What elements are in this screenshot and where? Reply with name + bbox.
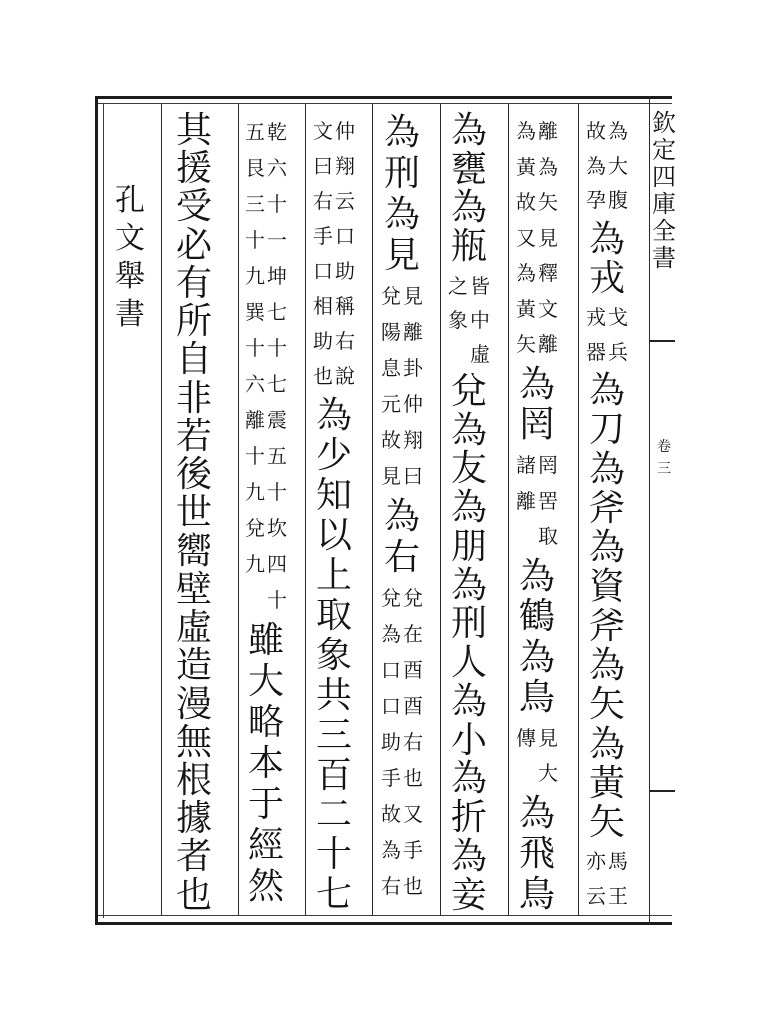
author-column <box>110 182 150 334</box>
main-text-segment: 為 戎 <box>588 218 625 299</box>
text-column-5 <box>312 112 356 915</box>
column-rule <box>161 104 162 915</box>
annotation-pair <box>515 721 559 792</box>
annotation-pair <box>585 300 629 369</box>
annotation-left: 五 艮 三 十 九 巽 十 六 離 十 九 兌 九 <box>245 120 265 576</box>
side-margin-title <box>651 110 677 272</box>
annotation-left: 傳 <box>516 725 536 750</box>
annotation-right: 皆 中 虛 <box>470 273 490 366</box>
annotation-pair <box>447 269 491 371</box>
main-text-segment: 為 刀 為 斧 為 資 斧 為 矢 為 黃 矢 <box>588 370 625 844</box>
fold-margin-line <box>649 96 650 925</box>
column-rule <box>372 104 373 915</box>
main-text-segment: 為 飛 鳥 <box>518 792 555 915</box>
annotation-left: 兌 為 口 口 助 手 故 為 右 <box>381 586 401 898</box>
main-text-segment: 為 刑 為 見 <box>383 112 420 276</box>
frame-bottom-border <box>95 922 672 925</box>
annotation-right: 兌 在 酉 酉 右 也 又 手 也 <box>403 586 423 898</box>
frame-left-border <box>95 96 98 925</box>
side-margin-juan <box>654 436 674 480</box>
fold-fishtail-mark-lower <box>649 790 675 792</box>
main-text-segment: 兌 為 友 為 朋 為 刑 人 為 小 為 折 為 妾 <box>450 370 487 916</box>
annotation-pair <box>585 114 629 218</box>
main-text-segment: 為 鶴 為 鳥 <box>518 555 555 719</box>
side-juan-char: 三 <box>657 461 671 477</box>
annotation-pair <box>244 114 288 618</box>
main-text-segment: 為 甕 為 瓶 <box>450 110 487 268</box>
annotation-left: 戎 器 <box>586 305 606 364</box>
side-title-char: 全 <box>652 217 676 245</box>
text-column-2 <box>515 112 559 915</box>
side-title-char: 四 <box>652 163 676 191</box>
annotation-right: 乾 六 十 一 坤 七 十 七 震 五 十 坎 四 十 <box>267 120 287 612</box>
fold-fishtail-mark <box>649 340 675 342</box>
main-text-segment: 為 少 知 以 上 取 象 共 三 百 二 十 七 <box>315 395 352 916</box>
text-column-3 <box>447 112 491 915</box>
annotation-pair <box>380 278 424 494</box>
annotation-pair <box>312 114 356 394</box>
frame-top-border <box>95 96 672 99</box>
author-char: 舉 <box>115 259 145 294</box>
column-rule <box>440 104 441 915</box>
side-title-char: 定 <box>652 136 676 164</box>
annotation-left: 諸 離 <box>516 452 536 513</box>
main-text-segment: 為 右 <box>383 496 420 578</box>
annotation-pair <box>515 448 559 555</box>
main-text-segment: 雖 大 略 本 于 經 然 <box>247 620 284 907</box>
main-text-segment: 其 援 受 必 有 所 自 非 若 後 世 嚮 壁 虛 造 漫 無 根 據 者 也 <box>175 110 212 916</box>
author-char: 孔 <box>115 183 145 218</box>
author-char: 文 <box>115 221 145 256</box>
column-rule <box>578 104 579 915</box>
text-column-4 <box>380 112 424 906</box>
side-title-char: 書 <box>652 244 676 272</box>
annotation-left: 文 曰 右 手 口 相 助 也 <box>313 119 333 389</box>
annotation-right: 戈 兵 <box>608 305 628 364</box>
frame-left-inner-border <box>103 103 104 918</box>
annotation-right: 離 為 矢 見 釋 文 離 <box>538 119 558 357</box>
side-title-char: 欽 <box>652 109 676 137</box>
annotation-left: 為 黃 故 又 為 黃 矢 <box>516 119 536 357</box>
side-title-char: 庫 <box>652 190 676 218</box>
annotation-right: 為 大 腹 <box>608 119 628 212</box>
column-rule <box>238 104 239 915</box>
annotation-left: 兌 陽 息 元 故 見 <box>381 284 401 488</box>
column-rule <box>508 104 509 915</box>
text-column-1 <box>585 112 629 915</box>
frame-top-inner-border <box>95 103 672 104</box>
side-juan-char: 卷 <box>657 439 671 455</box>
annotation-pair <box>585 844 629 913</box>
annotation-right: 見 離 卦 仲 翔 曰 <box>403 284 423 488</box>
annotation-pair <box>380 580 424 904</box>
annotation-right: 罔 罟 取 <box>538 452 558 549</box>
main-text-segment: 為 罔 <box>518 363 555 446</box>
text-column-6 <box>244 112 288 907</box>
author-char: 書 <box>115 297 145 332</box>
text-column-7 <box>172 112 216 915</box>
annotation-pair <box>515 114 559 363</box>
annotation-right: 見 大 <box>538 725 558 786</box>
column-rule <box>305 104 306 915</box>
annotation-left: 故 為 孕 <box>586 119 606 212</box>
annotation-right: 馬 王 <box>608 849 628 908</box>
annotation-left: 亦 云 <box>586 849 606 908</box>
annotation-left: 之 象 <box>448 273 468 332</box>
annotation-right: 仲 翔 云 口 助 稱 右 說 <box>335 119 355 389</box>
